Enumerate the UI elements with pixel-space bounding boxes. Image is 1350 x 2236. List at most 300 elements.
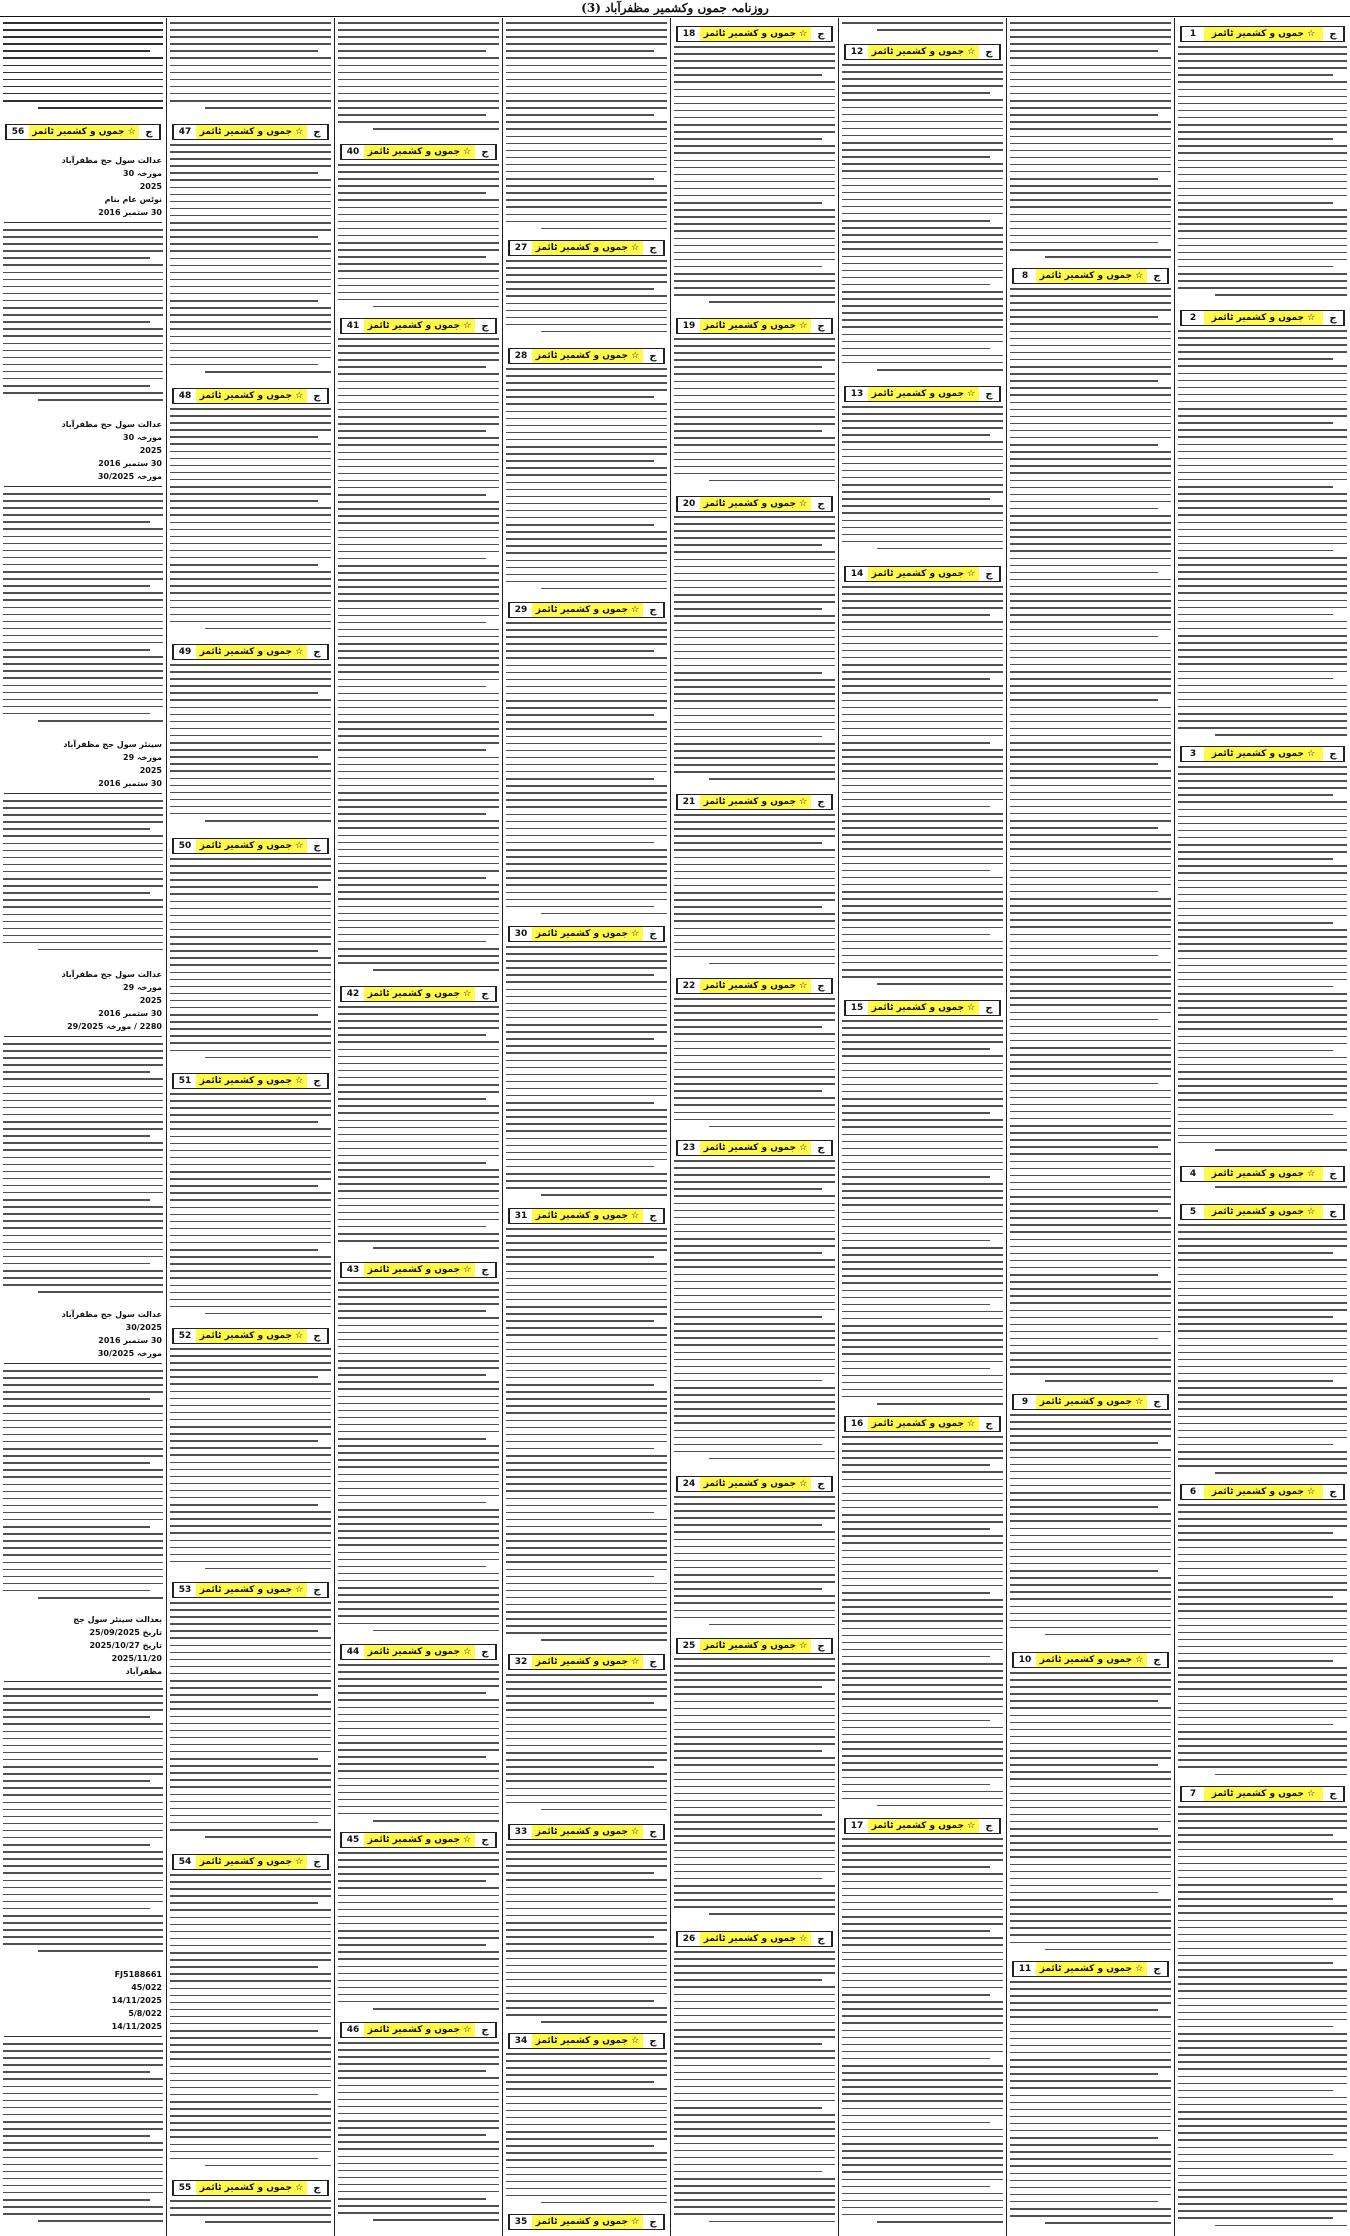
article-text [1178,1504,1347,1782]
notice-label: ☆ جموں و کشمیر ٹائمز [199,1857,304,1867]
notice-header-30 [508,926,665,942]
notice-number: 6 [1181,1485,1204,1499]
notice-number: 7 [1181,1787,1204,1801]
notice-number: 14 [845,567,868,581]
article-text [170,1874,331,2176]
notice-label: ☆ جموں و کشمیر ٹائمز [871,47,976,57]
article-text [170,144,331,384]
notice-header-41 [340,318,497,334]
notice-header-13 [844,386,1001,402]
notice-number: 11 [1013,1962,1036,1976]
court-notice-line: مورخہ 30/2025 [97,472,162,481]
notice-number: 19 [677,319,700,333]
newspaper-logo-icon: ج [307,839,328,853]
notice-header-43 [340,1262,497,1278]
notice-label: ☆ جموں و کشمیر ٹائمز [535,929,640,939]
notice-number: 31 [509,1209,532,1223]
newspaper-logo-icon: ج [811,979,832,993]
article-text [3,493,163,732]
article-text [338,1852,499,2018]
column-6 [334,18,502,2236]
article-text [3,1370,163,1607]
newspaper-logo-icon: ج [643,1655,664,1669]
article-text [1010,1981,1171,2232]
article-text [338,164,499,314]
notice-number: 42 [341,987,364,1001]
notice-label: ☆ جموں و کشمیر ٹائمز [367,2025,472,2035]
masthead [0,0,1350,17]
notice-label: ☆ جموں و کشمیر ٹائمز [1039,1655,1144,1665]
newspaper-logo-icon: ج [1323,1485,1344,1499]
notice-label: ☆ جموں و کشمیر ٹائمز [199,647,304,657]
notice-label: ☆ جموں و کشمیر ٹائمز [32,127,136,137]
court-notice-line: نوٹس عام بنام [104,195,162,204]
notice-label: ☆ جموں و کشمیر ٹائمز [703,981,808,991]
notice-label: ☆ جموں و کشمیر ٹائمز [367,1647,472,1657]
notice-number: 15 [845,1001,868,1015]
court-notice-line: مورخہ 30/2025 [97,1349,162,1358]
newspaper-logo-icon: ج [643,1825,664,1839]
article-text [506,946,667,1204]
notice-label: ☆ جموں و کشمیر ٹائمز [1211,313,1316,323]
notice-header-14 [844,566,1001,582]
divider [4,2036,162,2037]
court-notice-line: عدالت سول جج مظفرآباد [61,970,162,979]
notice-number: 25 [677,1639,700,1653]
column-4 [670,18,838,2236]
article-text [170,408,331,640]
notice-number: 49 [173,645,196,659]
newspaper-logo-icon: ج [811,27,832,41]
newspaper-logo-icon: ج [1147,1962,1168,1976]
notice-number: 29 [509,603,532,617]
notice-label: ☆ جموں و کشمیر ٹائمز [367,321,472,331]
notice-header-31 [508,1208,665,1224]
article-text [338,22,499,140]
notice-label: ☆ جموں و کشمیر ٹائمز [1211,749,1316,759]
notice-label: ☆ جموں و کشمیر ٹائمز [703,797,808,807]
newspaper-logo-icon: ج [307,645,328,659]
court-notice-line: 2280 / مورخہ 29/2025 [67,1022,162,1031]
newspaper-logo-icon: ج [307,2181,328,2195]
notice-number: 44 [341,1645,364,1659]
notice-header-7 [1180,1786,1345,1802]
notice-label: ☆ جموں و کشمیر ٹائمز [199,2183,304,2193]
notice-label: ☆ جموں و کشمیر ٹائمز [1211,29,1316,39]
notice-header-29 [508,602,665,618]
notice-header-22 [676,978,833,994]
article-text [506,1674,667,1820]
article-text [338,338,499,982]
newspaper-logo-icon: ج [643,927,664,941]
court-notice-line: مظفرآباد [125,1667,162,1676]
article-text [3,1688,163,1962]
court-notice-line: 30 ستمبر 2016 [98,208,162,217]
notice-number: 18 [677,27,700,41]
notice-header-4 [1180,1166,1345,1182]
court-notice-line: 2025 [139,446,162,455]
notice-number: 9 [1013,1395,1036,1409]
newspaper-logo-icon: ج [1147,269,1168,283]
court-notice-line: مورخہ 29 [123,983,162,992]
divider [4,1681,162,1682]
notice-number: 27 [509,241,532,255]
court-notice-line: 2025 [139,182,162,191]
notice-header-33 [508,1824,665,1840]
article-text [674,1658,835,1927]
notice-header-26 [676,1931,833,1947]
court-notice-line: 30 ستمبر 2016 [98,1336,162,1345]
column-7 [166,18,334,2236]
notice-header-5 [1180,1204,1345,1220]
article-text [170,1093,331,1324]
article-text [842,22,1003,40]
court-notice-line: 30 ستمبر 2016 [98,779,162,788]
notice-label: ☆ جموں و کشمیر ٹائمز [367,989,472,999]
notice-number: 43 [341,1263,364,1277]
notice-header-2 [1180,310,1345,326]
court-notice-line: 45/022 [131,1983,162,1992]
article-text [170,22,331,120]
newspaper-logo-icon: ج [1323,311,1344,325]
notice-header-21 [676,794,833,810]
notice-number: 52 [173,1329,196,1343]
notice-header-18 [676,26,833,42]
article-text [3,2043,163,2230]
article-text [1178,330,1347,742]
notice-header-9 [1012,1394,1169,1410]
article-text [1178,1224,1347,1480]
newspaper-logo-icon: ج [475,319,496,333]
notice-number: 12 [845,45,868,59]
article-text [170,1602,331,1850]
notice-number: 51 [173,1074,196,1088]
column-8 [0,18,166,2236]
notice-label: ☆ جموں و کشمیر ٹائمز [367,1835,472,1845]
court-notice-line: 30/2025 [125,1323,162,1332]
notice-header-46 [340,2022,497,2038]
notice-number: 5 [1181,1205,1204,1219]
newspaper-logo-icon: ج [1147,1395,1168,1409]
notice-header-49 [172,644,329,660]
newspaper-logo-icon: ج [475,2023,496,2037]
notice-number: 8 [1013,269,1036,283]
newspaper-logo-icon: ج [979,1819,1000,1833]
notice-header-20 [676,496,833,512]
newspaper-logo-icon: ج [643,349,664,363]
notice-label: ☆ جموں و کشمیر ٹائمز [535,605,640,615]
notice-label: ☆ جموں و کشمیر ٹائمز [703,1641,808,1651]
newspaper-logo-icon: ج [475,1263,496,1277]
article-text [338,1006,499,1258]
notice-number: 4 [1181,1167,1204,1181]
newspaper-logo-icon: ج [811,1141,832,1155]
notice-header-12 [844,44,1001,60]
notice-header-32 [508,1654,665,1670]
article-text [674,46,835,314]
notice-header-11 [1012,1961,1169,1977]
newspaper-logo-icon: ج [1323,1787,1344,1801]
notice-number: 53 [173,1583,196,1597]
notice-header-48 [172,388,329,404]
notice-number: 40 [341,145,364,159]
notice-number: 47 [173,125,196,139]
court-notice-line: مورخہ 29 [123,753,162,762]
article-text [3,22,163,118]
court-notice-line: 14/11/2025 [111,2022,162,2031]
notice-header-24 [676,1476,833,1492]
court-notice [4,968,162,1040]
notice-label: ☆ جموں و کشمیر ٹائمز [871,1419,976,1429]
notice-label: ☆ جموں و کشمیر ٹائمز [535,2036,640,2046]
divider [4,1036,162,1037]
column-3 [838,18,1006,2236]
notice-header-10 [1012,1652,1169,1668]
newspaper-logo-icon: ج [1147,1653,1168,1667]
court-notice-line: 14/11/2025 [111,1996,162,2005]
notice-header-34 [508,2033,665,2049]
notice-number: 28 [509,349,532,363]
notice-header-16 [844,1416,1001,1432]
newspaper-logo-icon: ج [475,145,496,159]
notice-number: 10 [1013,1653,1036,1667]
notice-header-54 [172,1854,329,1870]
article-text [1178,1186,1347,1200]
newspaper-logo-icon: ج [307,125,328,139]
court-notice-line: تاریخ 25/09/2025 [89,1628,162,1637]
notice-label: ☆ جموں و کشمیر ٹائمز [535,243,640,253]
notice-label: ☆ جموں و کشمیر ٹائمز [199,1076,304,1086]
court-notice-line: 30 ستمبر 2016 [98,1009,162,1018]
article-text [506,260,667,344]
newspaper-logo-icon: ج [979,387,1000,401]
notice-header-3 [1180,746,1345,762]
notice-number: 50 [173,839,196,853]
notice-number: 46 [341,2023,364,2037]
notice-number: 3 [1181,747,1204,761]
notice-label: ☆ جموں و کشمیر ٹائمز [703,1479,808,1489]
court-notice-line: 2025 [139,996,162,1005]
notice-number: 24 [677,1477,700,1491]
article-text [338,2042,499,2232]
court-notice-line: 2025/11/20 [111,1654,162,1663]
notice-header-44 [340,1644,497,1660]
newspaper-logo-icon: ج [979,1001,1000,1015]
article-text [506,368,667,598]
notice-label: ☆ جموں و کشمیر ٹائمز [871,1003,976,1013]
court-notice-line: عدالت سول جج مظفرآباد [61,1310,162,1319]
article-text [3,1043,163,1302]
article-text [1010,288,1171,1390]
notice-header-53 [172,1582,329,1598]
notice-label: ☆ جموں و کشمیر ٹائمز [367,147,472,157]
notice-header-17 [844,1818,1001,1834]
newspaper-logo-icon: ج [811,795,832,809]
notice-label: ☆ جموں و کشمیر ٹائمز [703,321,808,331]
article-text [842,64,1003,382]
article-text [674,998,835,1136]
newspaper-logo-icon: ج [643,2215,664,2229]
newspaper-logo-icon: ج [643,603,664,617]
newspaper-logo-icon: ج [307,1074,328,1088]
notice-number: 23 [677,1141,700,1155]
article-text [674,1951,835,2232]
article-text [1178,766,1347,1162]
article-text [1010,1414,1171,1648]
newspaper-logo-icon: ج [811,497,832,511]
notice-number: 26 [677,1932,700,1946]
article-text [506,2053,667,2210]
court-notice-line: عدالت سول جج مظفرآباد [61,420,162,429]
notice-label: ☆ جموں و کشمیر ٹائمز [871,569,976,579]
article-text [338,1664,499,1828]
notice-label: ☆ جموں و کشمیر ٹائمز [535,1657,640,1667]
article-text [170,858,331,1069]
divider [4,793,162,794]
court-notice-line: 2025 [139,766,162,775]
newspaper-logo-icon: ج [475,1833,496,1847]
article-text [1010,22,1171,264]
article-text [1178,1806,1347,2232]
article-text [506,622,667,922]
notice-header-47 [172,124,329,140]
article-text [3,800,163,962]
divider [4,486,162,487]
notice-label: ☆ جموں و کشمیر ٹائمز [703,499,808,509]
notice-label: ☆ جموں و کشمیر ٹائمز [367,1265,472,1275]
notice-label: ☆ جموں و کشمیر ٹائمز [535,1827,640,1837]
court-notice-line: FJ5188661 [114,1970,162,1979]
court-notice-line: مورخہ 30 [123,169,162,178]
notice-label: ☆ جموں و کشمیر ٹائمز [1211,1169,1316,1179]
newspaper-logo-icon: ج [307,1855,328,1869]
notice-number: 2 [1181,311,1204,325]
court-notice-line: تاریخ 2025/10/27 [89,1641,162,1650]
newspaper-page [0,18,1350,2236]
notice-header-52 [172,1328,329,1344]
notice-label: ☆ جموں و کشمیر ٹائمز [703,1143,808,1153]
newspaper-logo-icon: ج [643,2034,664,2048]
notice-header-1 [1180,26,1345,42]
notice-label: ☆ جموں و کشمیر ٹائمز [1039,1964,1144,1974]
notice-label: ☆ جموں و کشمیر ٹائمز [1211,1207,1316,1217]
notice-header-42 [340,986,497,1002]
notice-label: ☆ جموں و کشمیر ٹائمز [1039,1397,1144,1407]
notice-number: 16 [845,1417,868,1431]
court-notice-line: 5/8/022 [128,2009,162,2018]
newspaper-logo-icon: ج [307,1329,328,1343]
notice-header-8 [1012,268,1169,284]
notice-header-35 [508,2214,665,2230]
divider [4,222,162,223]
newspaper-logo-icon: ج [475,987,496,1001]
notice-header-19 [676,318,833,334]
court-notice-line: 30 ستمبر 2016 [98,459,162,468]
notice-header-55 [172,2180,329,2196]
newspaper-logo-icon: ج [643,1209,664,1223]
notice-header-40 [340,144,497,160]
notice-header-6 [1180,1484,1345,1500]
notice-number: 21 [677,795,700,809]
newspaper-logo-icon: ج [979,1417,1000,1431]
notice-label: ☆ جموں و کشمیر ٹائمز [199,1331,304,1341]
notice-number: 55 [173,2181,196,2195]
notice-number: 17 [845,1819,868,1833]
court-notice-line: عدالت سول جج مظفرآباد [61,156,162,165]
notice-label: ☆ جموں و کشمیر ٹائمز [535,351,640,361]
notice-label: ☆ جموں و کشمیر ٹائمز [199,391,304,401]
notice-number: 22 [677,979,700,993]
notice-label: ☆ جموں و کشمیر ٹائمز [703,1934,808,1944]
notice-number: 48 [173,389,196,403]
article-text [506,22,667,236]
article-text [170,2200,331,2232]
notice-label: ☆ جموں و کشمیر ٹائمز [871,389,976,399]
notice-header-45 [340,1832,497,1848]
column-2 [1006,18,1174,2236]
notice-number: 56 [6,125,29,139]
court-notice [4,1613,162,1685]
notice-header-56 [5,124,161,140]
divider [4,1363,162,1364]
court-notice [4,154,162,226]
notice-label: ☆ جموں و کشمیر ٹائمز [1211,1789,1316,1799]
article-text [842,586,1003,996]
newspaper-logo-icon: ج [1323,747,1344,761]
newspaper-logo-icon: ج [1323,1205,1344,1219]
court-notice-line: مورخہ 30 [123,433,162,442]
newspaper-logo-icon: ج [307,389,328,403]
notice-number: 30 [509,927,532,941]
notice-label: ☆ جموں و کشمیر ٹائمز [199,127,304,137]
notice-header-15 [844,1000,1001,1016]
notice-label: ☆ جموں و کشمیر ٹائمز [871,1821,976,1831]
court-notice-line: بعدالت سینئر سول جج [73,1615,162,1624]
notice-header-27 [508,240,665,256]
notice-header-23 [676,1140,833,1156]
newspaper-logo-icon: ج [811,1639,832,1653]
newspaper-logo-icon: ج [811,1477,832,1491]
notice-number: 45 [341,1833,364,1847]
notice-header-25 [676,1638,833,1654]
article-text [842,1020,1003,1412]
article-text [842,1436,1003,1814]
newspaper-logo-icon: ج [811,1932,832,1946]
notice-number: 13 [845,387,868,401]
court-notice [4,738,162,797]
article-text [674,1160,835,1472]
article-text [506,1228,667,1650]
article-text [506,1844,667,2029]
court-notice [4,1968,162,2040]
article-text [674,1496,835,1634]
article-text [674,814,835,974]
notice-header-50 [172,838,329,854]
article-text [3,229,163,412]
newspaper-logo-icon: ج [1323,27,1344,41]
notice-number: 1 [1181,27,1204,41]
article-text [170,664,331,834]
column-5 [502,18,670,2236]
article-text [674,338,835,492]
court-notice [4,418,162,490]
newspaper-logo-icon: ج [643,241,664,255]
article-text [170,1348,331,1578]
notice-label: ☆ جموں و کشمیر ٹائمز [1039,271,1144,281]
article-text [674,516,835,790]
article-text [338,1282,499,1640]
newspaper-logo-icon: ج [307,1583,328,1597]
